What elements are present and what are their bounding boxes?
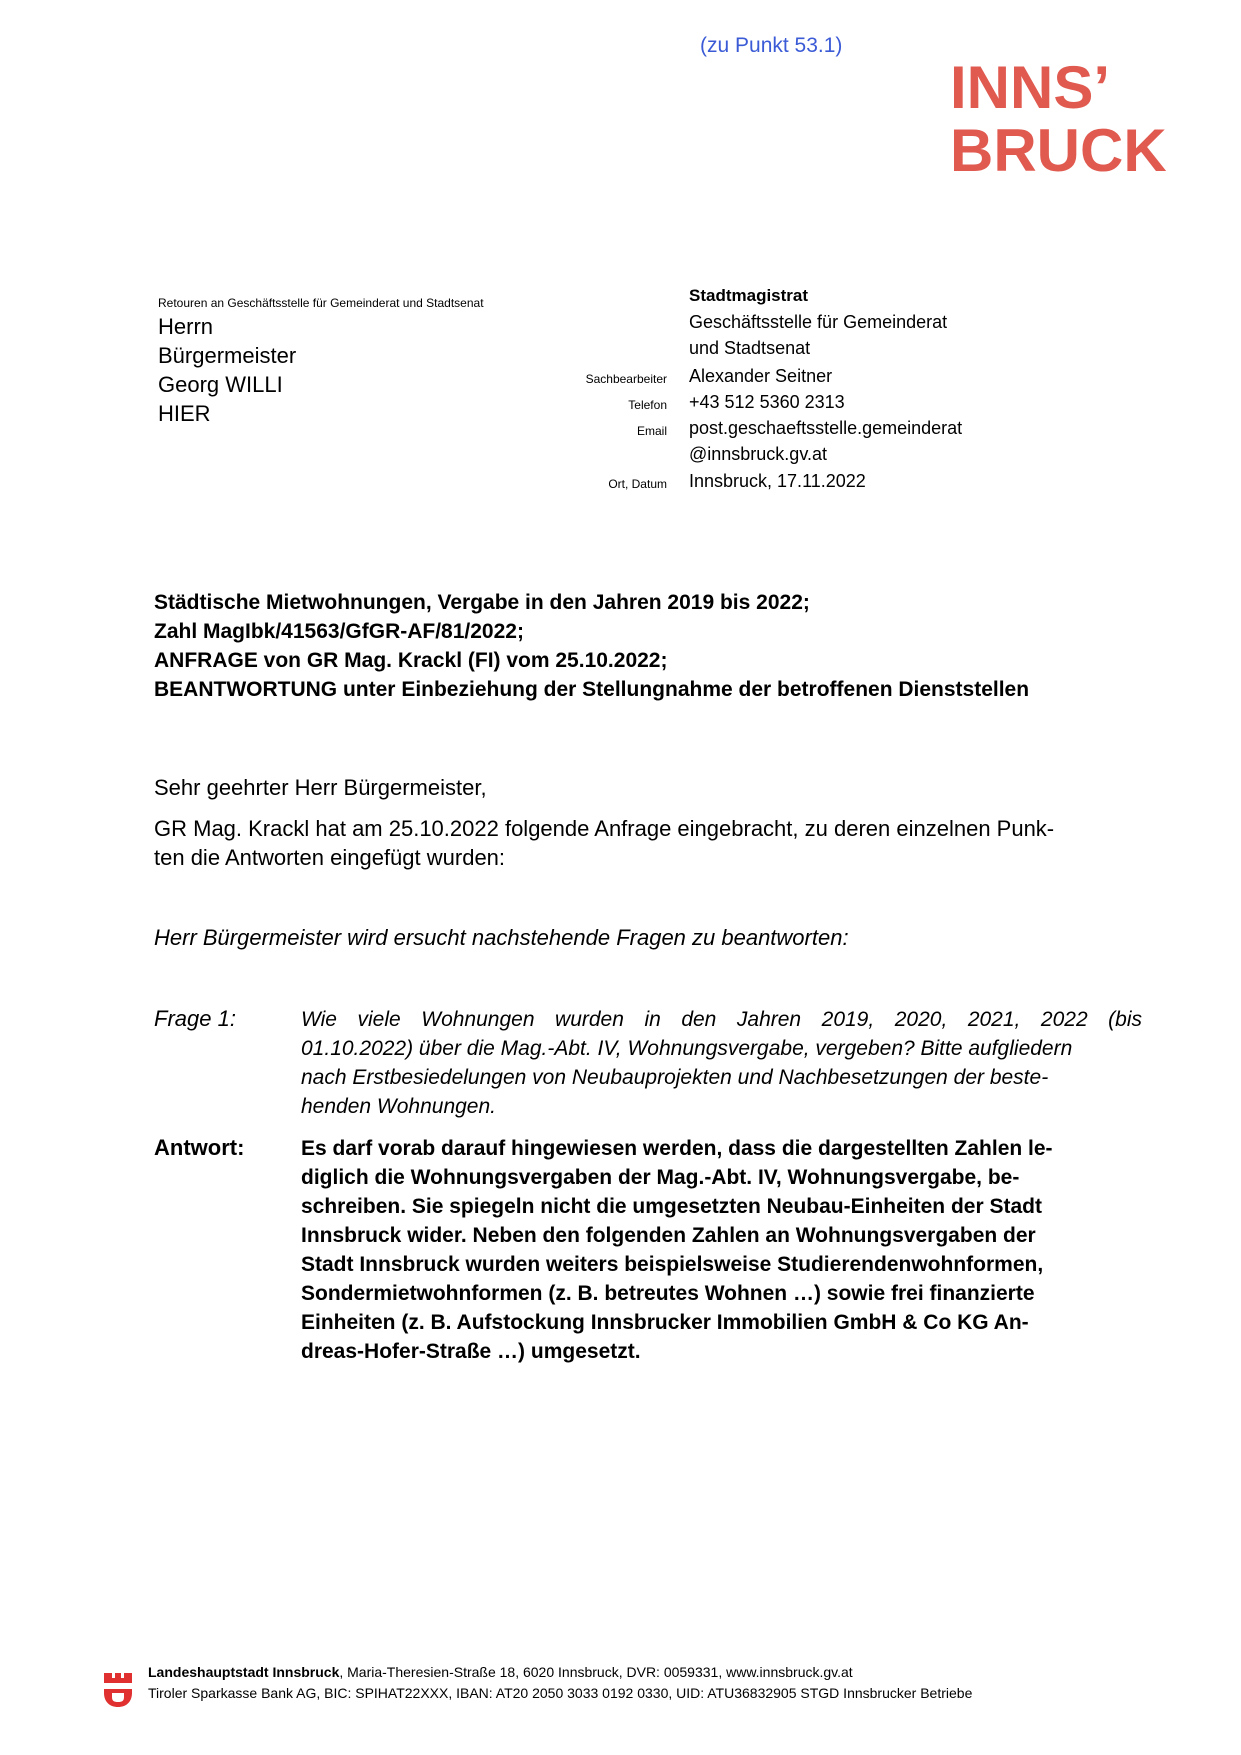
answer-line: Stadt Innsbruck wurden weiters beispielsweise Studierendenwohnformen,: [301, 1253, 1044, 1276]
footer-org: Landeshauptstadt Innsbruck: [148, 1664, 340, 1680]
phone-label: Telefon: [628, 398, 667, 412]
intro-line: GR Mag. Krackl hat am 25.10.2022 folgende Anfrage eingebracht, zu deren einzelnen Punk-: [154, 816, 1055, 841]
sender-department-line2: und Stadtsenat: [689, 338, 811, 358]
subject-line: Zahl MagIbk/41563/GfGR-AF/81/2022;: [154, 620, 524, 643]
footer-line1: [148, 1664, 853, 1680]
answer-label: Antwort:: [154, 1135, 245, 1160]
return-address-line: Retouren an Geschäftsstelle für Gemeinderat und Stadtsenat: [158, 296, 484, 310]
phone-number: +43 512 5360 2313: [689, 392, 845, 412]
recipient-line: Herrn: [158, 314, 214, 339]
subject-line: ANFRAGE von GR Mag. Krackl (FI) vom 25.10.2022;: [154, 649, 668, 672]
clerk-name: Alexander Seitner: [689, 366, 833, 386]
question-line: nach Erstbesiedelungen von Neubauprojekten und Nachbesetzungen der beste-: [301, 1066, 1049, 1089]
place-date: Innsbruck, 17.11.2022: [689, 471, 866, 491]
question-line: henden Wohnungen.: [301, 1095, 496, 1118]
footer-line2: Tiroler Sparkasse Bank AG, BIC: SPIHAT22XXX, IBAN: AT20 2050 3033 0192 0330, UID: ATU36832905 STGD Innsbrucker Betriebe: [148, 1685, 973, 1701]
sender-office: Stadtmagistrat: [689, 286, 809, 305]
question-text: [301, 1005, 1142, 1121]
sender-department-line1: Geschäftsstelle für Gemeinderat: [689, 312, 948, 332]
question-line: 01.10.2022) über die Mag.-Abt. IV, Wohnungsvergabe, vergeben? Bitte aufgliedern: [301, 1037, 1073, 1060]
answer-text: [301, 1134, 1142, 1366]
recipient-line: HIER: [158, 401, 211, 426]
place-date-label: Ort, Datum: [608, 477, 667, 491]
recipient-line: Georg WILLI: [158, 372, 283, 397]
salutation: Sehr geehrter Herr Bürgermeister,: [154, 775, 487, 800]
email-line2: @innsbruck.gv.at: [689, 444, 827, 464]
subject-line: Städtische Mietwohnungen, Vergabe in den Jahren 2019 bis 2022;: [154, 591, 810, 614]
subject-block: [154, 588, 1029, 704]
intro-line: ten die Antworten eingefügt wurden:: [154, 845, 506, 870]
answer-line: schreiben. Sie spiegeln nicht die umgesetzten Neubau-Einheiten der Stadt: [301, 1195, 1042, 1218]
answer-line: Es darf vorab darauf hingewiesen werden, dass die dargestellten Zahlen le-: [301, 1137, 1053, 1160]
question-line: Wie viele Wohnungen wurden in den Jahren 2019, 2020, 2021, 2022 (bis: [301, 1008, 1142, 1031]
logo-line2: BRUCK: [950, 117, 1167, 176]
answer-line: Sondermietwohnformen (z. B. betreutes Wohnen …) sowie frei finanzierte: [301, 1282, 1035, 1305]
answer-line: Einheiten (z. B. Aufstockung Innsbrucker Immobilien GmbH & Co KG An-: [301, 1311, 1029, 1334]
recipient-line: Bürgermeister: [158, 343, 297, 368]
agenda-reference: (zu Punkt 53.1): [700, 34, 843, 57]
innsbruck-logo: [950, 56, 1190, 176]
city-emblem-icon: [104, 1673, 132, 1707]
question-label: Frage 1:: [154, 1006, 236, 1031]
answer-line: diglich die Wohnungsvergaben der Mag.-Abt. IV, Wohnungsvergabe, be-: [301, 1166, 1020, 1189]
email-line1: post.geschaeftsstelle.gemeinderat: [689, 418, 963, 438]
footer-address: , Maria-Theresien-Straße 18, 6020 Innsbruck, DVR: 0059331, www.innsbruck.gv.at: [339, 1664, 853, 1680]
answer-line: dreas-Hofer-Straße …) umgesetzt.: [301, 1340, 641, 1363]
recipient-block: [158, 312, 296, 428]
email-label: Email: [636, 424, 667, 438]
intro-paragraph: [154, 814, 1054, 872]
subject-line: BEANTWORTUNG unter Einbeziehung der Stellungnahme der betroffenen Dienststellen: [154, 678, 1030, 701]
clerk-label: Sachbearbeiter: [585, 372, 667, 386]
logo-line1: INNS’: [950, 56, 1111, 121]
answer-line: Innsbruck wider. Neben den folgenden Zahlen an Wohnungsvergaben der: [301, 1224, 1036, 1247]
request-line: Herr Bürgermeister wird ersucht nachstehende Fragen zu beantworten:: [154, 925, 849, 950]
